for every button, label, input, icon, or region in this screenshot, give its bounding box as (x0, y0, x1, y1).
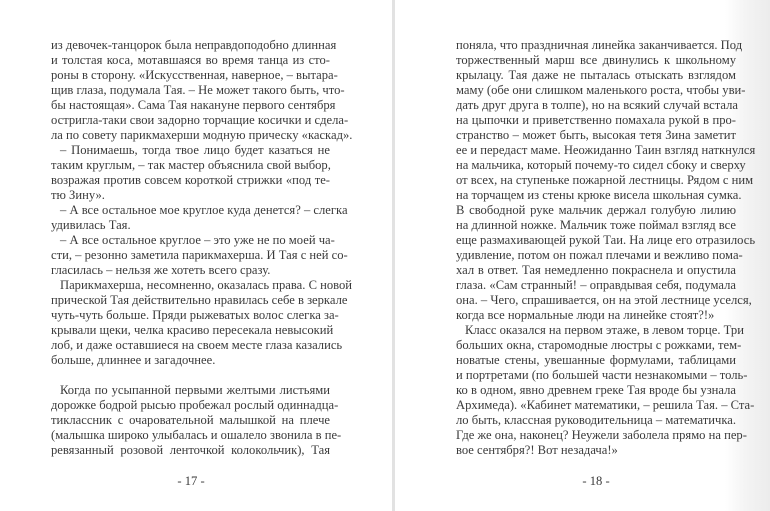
text-line: ла по совету парикмахерши модную прическу «каскад». (51, 128, 353, 142)
text-line: Когда по усыпанной первыми желтыми листьями (60, 383, 330, 397)
text-line: – А все остальное круглое – это уже не по моей ча- (60, 233, 335, 247)
text-line: новатые стены, увешанные формулами, таблицами (456, 353, 736, 367)
text-line: прической Тая действительно нравилась себе в зеркале (51, 293, 348, 307)
text-line: лоб, и даже оставшиеся на своем месте глаза казались (51, 338, 343, 352)
left-page-text (51, 38, 353, 458)
text-line: из девочек-танцорок была неправдоподобно длинная (51, 38, 337, 52)
text-line: Парикмахерша, несомненно, оказалась права. С новой (60, 278, 353, 292)
text-line: крылацу. Тая даже не пыталась отыскать взглядом (456, 68, 736, 82)
right-page-number: - 18 - (582, 474, 610, 488)
text-line: на торчащем из стены крюке висела школьная сумка. (456, 188, 742, 202)
text-line: дать друг друга в толпе), но на всякий случай встала (456, 98, 738, 112)
text-line: удивление, потом он пожал плечами и вежливо пома- (456, 248, 743, 262)
text-line: странство – может быть, высокая тетя Зина заметит (456, 128, 736, 142)
text-line: еще размахивающей рукой Таи. На лице его отразилось (456, 233, 756, 247)
text-line: возражая против совсем короткой стрижки «под те- (51, 173, 330, 187)
text-line: вое сентября?! Вот незадача!» (456, 443, 618, 457)
text-line: больше, длиннее и загадочнее. (51, 353, 216, 367)
text-line: крывали щеки, челка красиво пересекала невысокий (51, 323, 334, 337)
text-line: хал в ответ. Тая немедленно покраснела и опустила (456, 263, 736, 277)
text-line: бы настоящая». Сама Тая накануне первого сентября (51, 98, 336, 112)
text-line: она. – Чего, спрашивается, он на этой лестнице уселся, (456, 293, 752, 307)
text-line: сти, – резонно заметила парикмахерша. И Тая с ней со- (51, 248, 348, 262)
right-page (395, 0, 770, 511)
text-line: Класс оказался на первом этаже, в левом торце. Три (465, 323, 744, 337)
text-line: щив глаза, подумала Тая. – Не может такого быть, что- (51, 83, 345, 97)
text-line (51, 368, 330, 383)
text-line: В свободной руке мальчик держал голубую лилию (456, 203, 736, 217)
text-line: роны в сторону. «Искусственная, наверное, – вытара- (51, 68, 338, 82)
text-line: чуть-чуть больше. Пряди рыжеватых волос слегка за- (51, 308, 339, 322)
text-line: (малышка широко улыбалась и ошалело звонила в пе- (51, 428, 342, 442)
text-line: – А все остальное мое круглое куда денется? – слегка (60, 203, 348, 217)
text-line: остригла-таки свои задорно торчащие косички и сдела- (51, 113, 349, 127)
text-line: поняла, что праздничная линейка заканчивается. Под (456, 38, 743, 52)
text-line: торжественный марш все двинулись к школьному (456, 53, 736, 67)
text-line: ее и передаст маме. Неожиданно Таин взгляд наткнулся (456, 143, 756, 157)
text-line: таким круглым, – так мастер объяснила свой выбор, (51, 158, 331, 172)
text-line: на мальчика, который почему-то сидел сбоку и сверху (456, 158, 746, 172)
text-line: – Понимаешь, тогда твое лицо будет казаться не (60, 143, 330, 157)
text-line: от всех, на ступеньке пожарной лестницы. Рядом с ним (456, 173, 754, 187)
right-page-text (456, 38, 756, 458)
text-line: когда все нормальные люди на линейке стоят?!» (456, 308, 715, 322)
text-line: удивилась Тая. (51, 218, 131, 232)
text-line: тиклассник с очаровательной малышкой на плече (51, 413, 330, 427)
text-line: ло быть, классная руководительница – математичка. (456, 413, 736, 427)
text-line: и портретами (по большей части незнакомыми – толь- (456, 368, 748, 382)
text-line: ко в одном, явно древнем греке Тая вроде бы узнала (456, 383, 736, 397)
text-line: больших окна, старомодные люстры с рожками, тем- (456, 338, 742, 352)
text-line: тю Зину». (51, 188, 105, 202)
text-line: маму (обе они слишком маленького роста, чтобы уви- (456, 83, 746, 97)
text-line: на длинной ножке. Мальчик тоже поймал взгляд все (456, 218, 736, 232)
text-line: Где же она, наконец? Неужели заболела прямо на пер- (456, 428, 747, 442)
left-page-number: - 17 - (177, 474, 205, 488)
text-line: гласилась – нельзя же хотеть всего сразу. (51, 263, 271, 277)
text-line: и толстая коса, мотавшаяся во время танца из сто- (51, 53, 330, 67)
text-line: на цыпочки и приветственно помахала рукой в про- (456, 113, 736, 127)
text-line: Архимеда). «Кабинет математики, – решила Тая. – Ста- (456, 398, 755, 412)
text-line: ревязанный розовой ленточкой колокольчик), Тая (51, 443, 330, 457)
text-line: дорожке бодрой рысью пробежал рослый одиннадца- (51, 398, 339, 412)
text-line: глаза. «Сам странный! – оправдывая себя, подумала (456, 278, 736, 292)
